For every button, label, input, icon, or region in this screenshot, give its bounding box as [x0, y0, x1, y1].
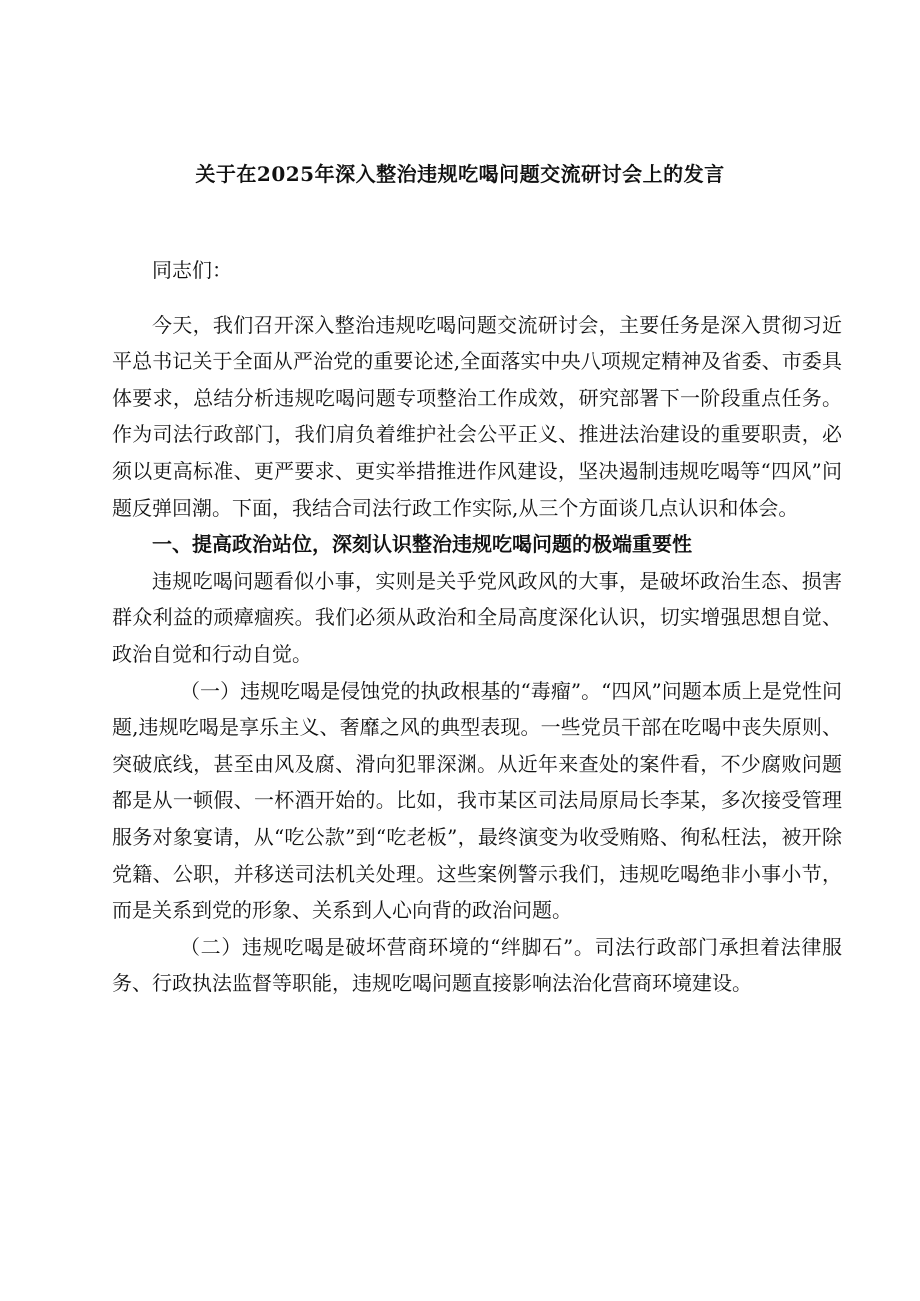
document-body	[112, 252, 842, 1002]
salutation: 同志们：	[152, 258, 232, 282]
subsection-2-paragraph: （二）违规吃喝是破坏营商环境的“绊脚石”。司法行政部门承担着法律服务、行政执法监督等职能，违规吃喝问题直接影响法治化营商环境建设。	[112, 934, 842, 996]
opening-paragraph: 今天，我们召开深入整治违规吃喝问题交流研讨会，主要任务是深入贯彻习近平总书记关于全面从严治党的重要论述,全面落实中央八项规定精神及省委、市委具体要求，总结分析违规吃喝问题专项整治工作成效，研究部署下一阶段重点任务。作为司法行政部门，我们肩负着维护社会公平正义、推进法治建设的重要职责，必须以更高标准、更严要求、更实举措推进作风建设，坚决遏制违规吃喝等“四风”问题反弹回潮。下面，我结合司法行政工作实际,从三个方面谈几点认识和体会。	[112, 312, 842, 520]
section-intro-paragraph: 违规吃喝问题看似小事，实则是关乎党风政风的大事，是破坏政治生态、损害群众利益的顽瘴痼疾。我们必须从政治和全局高度深化认识，切实增强思想自觉、政治自觉和行动自觉。	[112, 568, 842, 666]
subsection-1-paragraph: （一）违规吃喝是侵蚀党的执政根基的“毒瘤”。“四风”问题本质上是党性问题,违规吃喝是享乐主义、奢靡之风的典型表现。一些党员干部在吃喝中丧失原则、突破底线，甚至由风及腐、滑向犯罪深渊。从近年来查处的案件看，不少腐败问题都是从一顿假、一杯酒开始的。比如，我市某区司法局原局长李某，多次接受管理服务对象宴请，从“吃公款”到“吃老板”，最终演变为收受贿赂、徇私枉法，被开除党籍、公职，并移送司法机关处理。这些案例警示我们，违规吃喝绝非小事小节，而是关系到党的形象、关系到人心向背的政治问题。	[112, 678, 842, 923]
document-title: 关于在2025年深入整治违规吃喝问题交流研讨会上的发言	[195, 162, 725, 186]
section-heading: 一、提高政治站位，深刻认识整治违规吃喝问题的极端重要性	[152, 532, 692, 557]
